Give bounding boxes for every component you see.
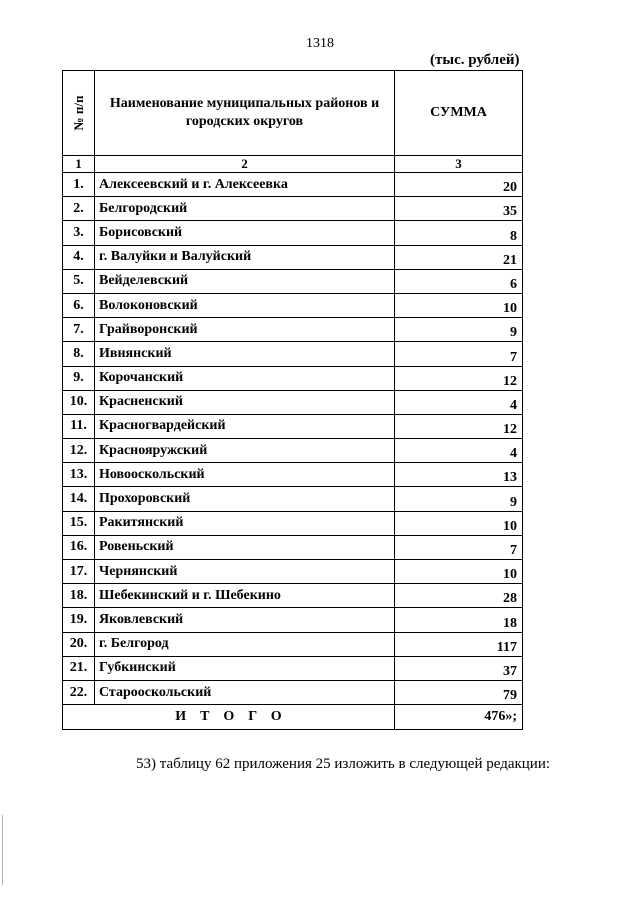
row-name: Губкинский <box>95 656 395 680</box>
table-row <box>63 439 523 463</box>
row-number: 3. <box>63 221 95 245</box>
row-name: г. Белгород <box>95 632 395 656</box>
row-sum: 18 <box>395 608 523 632</box>
page-number: 1318 <box>306 36 334 51</box>
row-number: 8. <box>63 342 95 366</box>
row-number: 21. <box>63 656 95 680</box>
table-row <box>63 293 523 317</box>
row-name: Ивнянский <box>95 342 395 366</box>
row-sum: 20 <box>395 173 523 197</box>
total-label: ИТОГО <box>63 705 395 730</box>
table-row <box>63 318 523 342</box>
column-number: 3 <box>395 156 523 173</box>
table-header-row <box>63 71 523 156</box>
units-label: (тыс. рублей) <box>430 52 520 68</box>
row-name: Белгородский <box>95 197 395 221</box>
row-number: 4. <box>63 245 95 269</box>
row-name: Яковлевский <box>95 608 395 632</box>
row-number: 15. <box>63 511 95 535</box>
row-name: г. Валуйки и Валуйский <box>95 245 395 269</box>
row-sum: 9 <box>395 318 523 342</box>
row-sum: 21 <box>395 245 523 269</box>
row-number: 5. <box>63 269 95 293</box>
row-name: Красногвардейский <box>95 414 395 438</box>
row-number: 16. <box>63 535 95 559</box>
row-name: Новооскольский <box>95 463 395 487</box>
row-name: Прохоровский <box>95 487 395 511</box>
row-sum: 9 <box>395 487 523 511</box>
row-number: 18. <box>63 584 95 608</box>
row-number: 1. <box>63 173 95 197</box>
row-sum: 10 <box>395 511 523 535</box>
row-number: 6. <box>63 293 95 317</box>
row-sum: 7 <box>395 342 523 366</box>
row-sum: 35 <box>395 197 523 221</box>
row-name: Старооскольский <box>95 680 395 704</box>
column-numbers-row <box>63 156 523 173</box>
row-number: 7. <box>63 318 95 342</box>
table-row <box>63 584 523 608</box>
row-sum: 4 <box>395 439 523 463</box>
header-number <box>63 71 95 156</box>
budget-table <box>62 70 523 730</box>
row-name: Борисовский <box>95 221 395 245</box>
table-row <box>63 680 523 704</box>
scan-edge-line <box>2 815 3 885</box>
table-row <box>63 245 523 269</box>
row-name: Ракитянский <box>95 511 395 535</box>
total-row <box>63 705 523 730</box>
table-row <box>63 173 523 197</box>
row-name: Корочанский <box>95 366 395 390</box>
row-sum: 12 <box>395 366 523 390</box>
row-sum: 4 <box>395 390 523 414</box>
table-row <box>63 511 523 535</box>
row-number: 22. <box>63 680 95 704</box>
header-name: Наименование муниципальных районов и городских округов <box>95 71 395 156</box>
row-name: Ровеньский <box>95 535 395 559</box>
table-row <box>63 197 523 221</box>
table-row <box>63 414 523 438</box>
row-name: Шебекинский и г. Шебекино <box>95 584 395 608</box>
footer-text: 53) таблицу 62 приложения 25 изложить в следующей редакции: <box>136 756 551 772</box>
table-row <box>63 560 523 584</box>
row-sum: 13 <box>395 463 523 487</box>
table-row <box>63 366 523 390</box>
row-number: 9. <box>63 366 95 390</box>
row-number: 11. <box>63 414 95 438</box>
row-name: Краснояружский <box>95 439 395 463</box>
table-row <box>63 535 523 559</box>
row-number: 13. <box>63 463 95 487</box>
row-name: Красненский <box>95 390 395 414</box>
row-number: 17. <box>63 560 95 584</box>
row-number: 14. <box>63 487 95 511</box>
row-sum: 10 <box>395 560 523 584</box>
row-name: Грайворонский <box>95 318 395 342</box>
row-sum: 7 <box>395 535 523 559</box>
row-number: 19. <box>63 608 95 632</box>
row-sum: 10 <box>395 293 523 317</box>
row-name: Чернянский <box>95 560 395 584</box>
row-number: 10. <box>63 390 95 414</box>
column-number: 1 <box>63 156 95 173</box>
total-sum: 476»; <box>395 705 523 730</box>
row-sum: 37 <box>395 656 523 680</box>
table-row <box>63 390 523 414</box>
table-row <box>63 608 523 632</box>
row-sum: 79 <box>395 680 523 704</box>
row-name: Алексеевский и г. Алексеевка <box>95 173 395 197</box>
row-sum: 28 <box>395 584 523 608</box>
row-sum: 6 <box>395 269 523 293</box>
header-sum: СУММА <box>395 71 523 156</box>
table-row <box>63 656 523 680</box>
row-sum: 117 <box>395 632 523 656</box>
row-name: Вейделевский <box>95 269 395 293</box>
column-number: 2 <box>95 156 395 173</box>
row-number: 2. <box>63 197 95 221</box>
row-number: 12. <box>63 439 95 463</box>
table-row <box>63 463 523 487</box>
header-number-label: № п/п <box>70 95 86 131</box>
row-number: 20. <box>63 632 95 656</box>
table-row <box>63 487 523 511</box>
row-sum: 8 <box>395 221 523 245</box>
table-row <box>63 269 523 293</box>
table-row <box>63 632 523 656</box>
row-sum: 12 <box>395 414 523 438</box>
row-name: Волоконовский <box>95 293 395 317</box>
table-row <box>63 342 523 366</box>
table-row <box>63 221 523 245</box>
